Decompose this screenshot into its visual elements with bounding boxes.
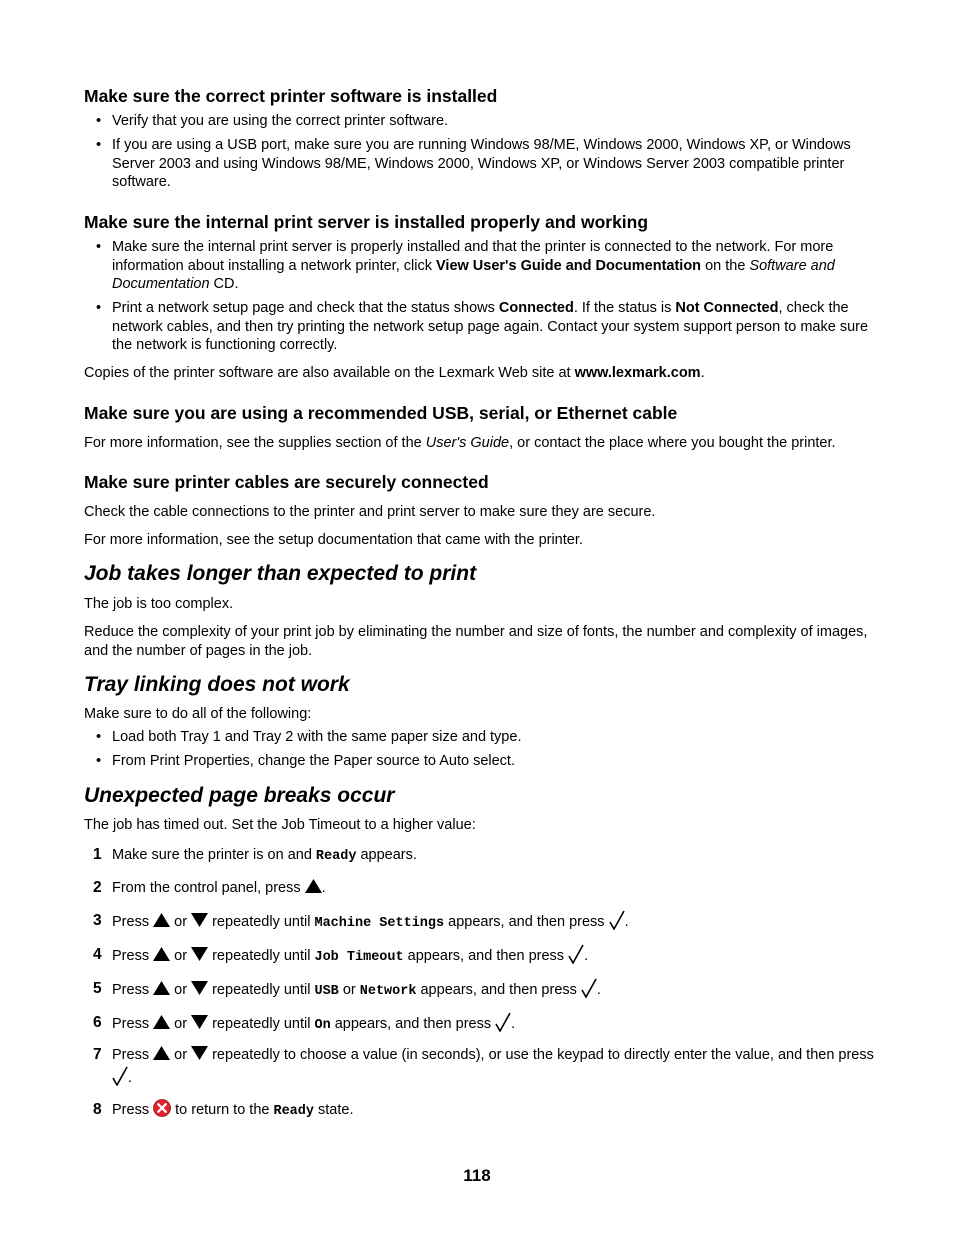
heading-print-server: Make sure the internal print server is installed properly and working <box>84 212 649 232</box>
machine-settings-code: Machine Settings <box>314 916 445 931</box>
paragraph: Reduce the complexity of your print job by eliminating the number and size of fonts, the number and complexity of images, and the number of pages in the job. <box>84 624 868 659</box>
step-number: 1 <box>93 846 102 863</box>
down-arrow-icon <box>191 1046 208 1060</box>
stop-icon <box>153 1099 171 1117</box>
step-number: 4 <box>93 946 102 963</box>
up-arrow-icon <box>153 913 170 927</box>
paragraph: Make sure to do all of the following: <box>84 706 312 722</box>
heading-job-longer: Job takes longer than expected to print <box>84 562 477 585</box>
step-1: 1 Make sure the printer is on and Ready appears. <box>93 846 417 864</box>
down-arrow-icon <box>191 1015 208 1029</box>
bullet-dot: • <box>96 137 102 153</box>
up-arrow-icon <box>153 1015 170 1029</box>
up-arrow-icon <box>153 1046 170 1060</box>
step-4: 4 Press or repeatedly until Job Timeout appears, and then press . <box>93 946 589 965</box>
paragraph: Check the cable connections to the printer and print server to make sure they are secure. <box>84 504 656 520</box>
heading-cable: Make sure you are using a recommended USB, serial, or Ethernet cable <box>84 403 678 423</box>
bullet-dot: • <box>96 729 102 745</box>
ready-code: Ready <box>315 849 357 864</box>
heading-tray-linking: Tray linking does not work <box>84 673 350 696</box>
step-number: 2 <box>93 879 102 896</box>
list-item: • Print a network setup page and check that the status shows Connected. If the status is Not Connected, check the network cables, and then try printing the network setup page again. Contact your system support person to make sure the network is functioning correctly. <box>96 300 869 353</box>
bullet-dot: • <box>96 300 102 316</box>
checkmark-icon <box>568 944 584 964</box>
ready-code: Ready <box>273 1104 314 1119</box>
step-8: 8 Press to return to the Ready state. <box>93 1101 354 1119</box>
up-arrow-icon <box>153 947 170 961</box>
step-7: 7 Press or repeatedly to choose a value (in seconds), or use the keypad to directly enter the value, and then press . <box>93 1046 874 1086</box>
copies-paragraph: Copies of the printer software are also available on the Lexmark Web site at www.lexmark.com. <box>84 365 705 381</box>
list-item: • If you are using a USB port, make sure you are running Windows 98/ME, Windows 2000, Windows XP, or Windows Server 2003 and using Windows 98/ME, Windows 2000, Windows XP, or Windows Server 2003 compatible printer software. <box>96 137 851 190</box>
step-3: 3 Press or repeatedly until Machine Settings appears, and then press . <box>93 912 629 931</box>
step-number: 7 <box>93 1046 102 1063</box>
on-code: On <box>314 1018 331 1033</box>
checkmark-icon <box>112 1066 128 1086</box>
step-5: 5 Press or repeatedly until USB or Network appears, and then press . <box>93 980 601 999</box>
bullet-dot: • <box>96 113 102 129</box>
job-timeout-code: Job Timeout <box>314 950 404 965</box>
step-number: 6 <box>93 1014 102 1031</box>
list-item: • Make sure the internal print server is properly installed and that the printer is connected to the network. For more information about installing a network printer, click View User's Guide and Documentation on the Software and Documentation CD. <box>96 239 835 292</box>
step-number: 8 <box>93 1101 102 1118</box>
bullet-dot: • <box>96 239 102 255</box>
down-arrow-icon <box>191 913 208 927</box>
checkmark-icon <box>609 910 625 930</box>
bullet-dot: • <box>96 753 102 769</box>
lexmark-url: www.lexmark.com <box>574 365 701 381</box>
list-item: • Load both Tray 1 and Tray 2 with the same paper size and type. <box>96 729 522 745</box>
usb-code: USB <box>314 984 339 999</box>
step-number: 5 <box>93 980 102 997</box>
list-item: • Verify that you are using the correct printer software. <box>96 113 449 129</box>
heading-cables-connected: Make sure printer cables are securely connected <box>84 472 489 492</box>
heading-printer-software: Make sure the correct printer software is installed <box>84 86 498 106</box>
paragraph: The job is too complex. <box>84 596 234 612</box>
paragraph: For more information, see the setup documentation that came with the printer. <box>84 532 583 548</box>
list-item: • From Print Properties, change the Paper source to Auto select. <box>96 753 515 769</box>
checkmark-icon <box>495 1012 511 1032</box>
checkmark-icon <box>581 978 597 998</box>
step-6: 6 Press or repeatedly until On appears, and then press . <box>93 1014 516 1033</box>
step-2: 2 From the control panel, press . <box>84 877 874 899</box>
step-number: 3 <box>93 912 102 929</box>
paragraph: The job has timed out. Set the Job Timeout to a higher value: <box>84 817 476 833</box>
up-arrow-icon <box>305 879 322 893</box>
heading-page-breaks: Unexpected page breaks occur <box>84 784 395 807</box>
down-arrow-icon <box>191 947 208 961</box>
down-arrow-icon <box>191 981 208 995</box>
page-number: 118 <box>463 1166 491 1185</box>
network-code: Network <box>359 984 417 999</box>
up-arrow-icon <box>153 981 170 995</box>
cable-paragraph: For more information, see the supplies section of the User's Guide, or contact the place where you bought the printer. <box>84 435 836 451</box>
